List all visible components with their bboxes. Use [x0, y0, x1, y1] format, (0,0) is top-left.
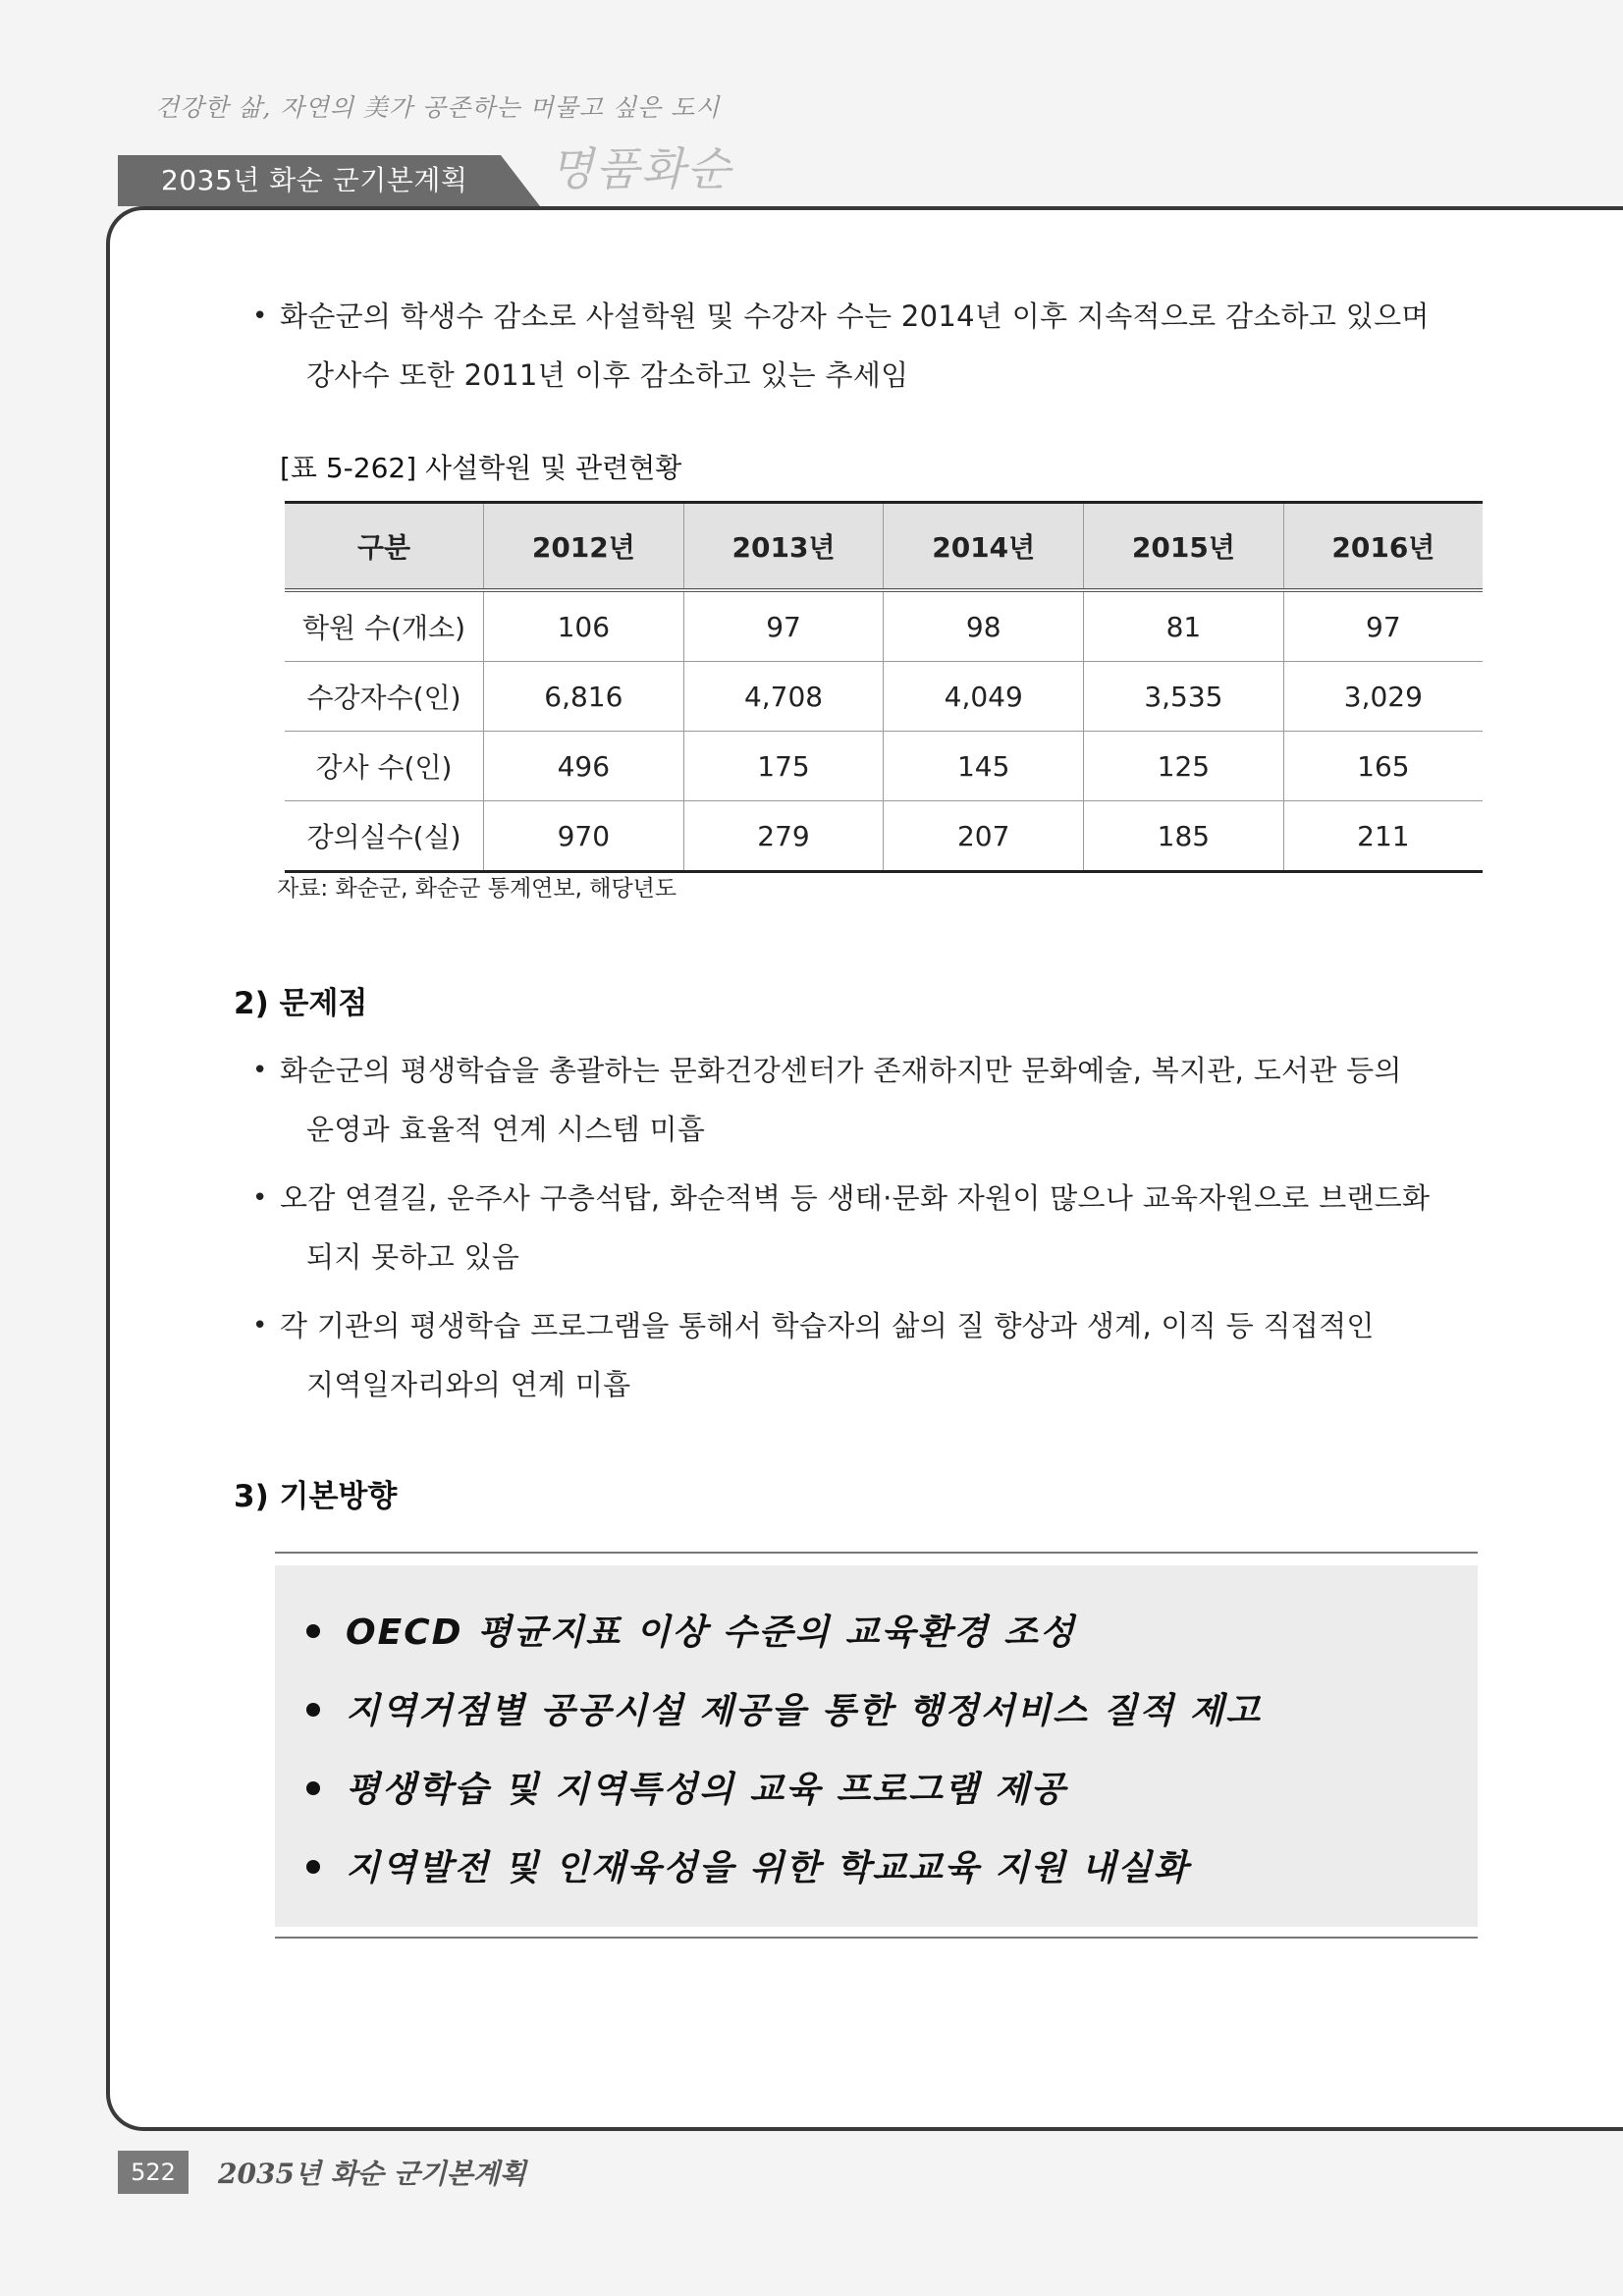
- problem-line: 지역일자리와의 연계 미흡: [306, 1368, 631, 1401]
- problem-item: [252, 1296, 1458, 1414]
- table-cell: 970: [484, 801, 684, 872]
- direction-item-text: 평생학습 및 지역특성의 교육 프로그램 제공: [346, 1770, 1067, 1810]
- table-cell: 4,049: [884, 662, 1084, 732]
- bullet-dot-icon: [306, 1624, 320, 1638]
- table-cell: 106: [484, 590, 684, 662]
- page-number: 522: [118, 2151, 189, 2194]
- direction-rule-bottom: [275, 1937, 1478, 1939]
- academy-table: [285, 501, 1483, 873]
- table-cell: 125: [1084, 732, 1284, 801]
- table-caption: [표 5-262] 사설학원 및 관련현황: [280, 452, 682, 484]
- table-row: [285, 662, 1483, 732]
- table-cell: 3,029: [1283, 662, 1483, 732]
- row-label: 강사 수(인): [285, 732, 484, 801]
- table-cell: 4,708: [683, 662, 884, 732]
- intro-line-2: 강사수 또한 2011년 이후 감소하고 있는 추세임: [306, 358, 909, 392]
- direction-heading: 3) 기본방향: [234, 1479, 398, 1514]
- intro-paragraph: [252, 287, 1458, 405]
- problem-item: [252, 1041, 1458, 1159]
- table-cell: 81: [1084, 590, 1284, 662]
- table-cell: 6,816: [484, 662, 684, 732]
- table-row: [285, 801, 1483, 872]
- table-cell: 175: [683, 732, 884, 801]
- problems-heading: 2) 문제점: [234, 986, 368, 1021]
- direction-item: [306, 1762, 1067, 1812]
- row-label: 학원 수(개소): [285, 590, 484, 662]
- table-cell: 211: [1283, 801, 1483, 872]
- table-row: [285, 590, 1483, 662]
- table-cell: 496: [484, 732, 684, 801]
- table-header-cell: 2015년: [1084, 503, 1284, 591]
- table-cell: 98: [884, 590, 1084, 662]
- table-header-cell: 2016년: [1283, 503, 1483, 591]
- direction-item-text: OECD 평균지표 이상 수준의 교육환경 조성: [346, 1613, 1076, 1653]
- row-label: 강의실수(실): [285, 801, 484, 872]
- direction-item-text: 지역거점별 공공시설 제공을 통한 행정서비스 질적 제고: [346, 1691, 1263, 1731]
- table-cell: 207: [884, 801, 1084, 872]
- header-slogan: 건강한 삶, 자연의 美가 공존하는 머물고 싶은 도시: [155, 93, 721, 122]
- table-cell: 3,535: [1084, 662, 1284, 732]
- bullet-icon: •: [252, 1183, 268, 1213]
- bullet-dot-icon: [306, 1860, 320, 1874]
- table-cell: 165: [1283, 732, 1483, 801]
- problem-item: [252, 1169, 1458, 1286]
- table-cell: 279: [683, 801, 884, 872]
- direction-item-text: 지역발전 및 인재육성을 위한 학교교육 지원 내실화: [346, 1848, 1190, 1888]
- table-cell: 145: [884, 732, 1084, 801]
- problem-line: 운영과 효율적 연계 시스템 미흡: [306, 1113, 706, 1146]
- bullet-icon: •: [252, 1056, 268, 1085]
- table-header-row: [285, 503, 1483, 591]
- bullet-dot-icon: [306, 1703, 320, 1717]
- table-cell: 97: [683, 590, 884, 662]
- table-header-cell: 2012년: [484, 503, 684, 591]
- direction-item: [306, 1683, 1262, 1733]
- table-header-cell: 2014년: [884, 503, 1084, 591]
- header-tab: [118, 155, 540, 206]
- header-tab-title: 2035년 화순 군기본계획: [161, 164, 468, 196]
- table-cell: 97: [1283, 590, 1483, 662]
- direction-item: [306, 1840, 1190, 1890]
- problem-line: 오감 연결길, 운주사 구층석탑, 화순적벽 등 생태·문화 자원이 많으나 교육자원으로 브랜드화: [280, 1181, 1431, 1215]
- direction-item: [306, 1605, 1076, 1655]
- intro-line-1: 화순군의 학생수 감소로 사설학원 및 수강자 수는 2014년 이후 지속적으로 감소하고 있으며: [280, 300, 1430, 333]
- problem-line: 각 기관의 평생학습 프로그램을 통해서 학습자의 삶의 질 향상과 생계, 이직 등 직접적인: [280, 1309, 1375, 1342]
- problem-line: 화순군의 평생학습을 총괄하는 문화건강센터가 존재하지만 문화예술, 복지관, 도서관 등의: [280, 1054, 1402, 1087]
- bullet-icon: •: [252, 301, 268, 331]
- table-row: [285, 732, 1483, 801]
- table-cell: 185: [1084, 801, 1284, 872]
- bullet-icon: •: [252, 1311, 268, 1340]
- table-source: 자료: 화순군, 화순군 통계연보, 해당년도: [277, 876, 677, 902]
- row-label: 수강자수(인): [285, 662, 484, 732]
- table-header-cell: 2013년: [683, 503, 884, 591]
- table-header-cell: 구분: [285, 503, 484, 591]
- footer-title: 2035년 화순 군기본계획: [218, 2158, 526, 2190]
- header-logo: 명품화순: [550, 142, 732, 195]
- problem-line: 되지 못하고 있음: [306, 1240, 520, 1274]
- bullet-dot-icon: [306, 1781, 320, 1795]
- direction-rule-top: [275, 1552, 1478, 1554]
